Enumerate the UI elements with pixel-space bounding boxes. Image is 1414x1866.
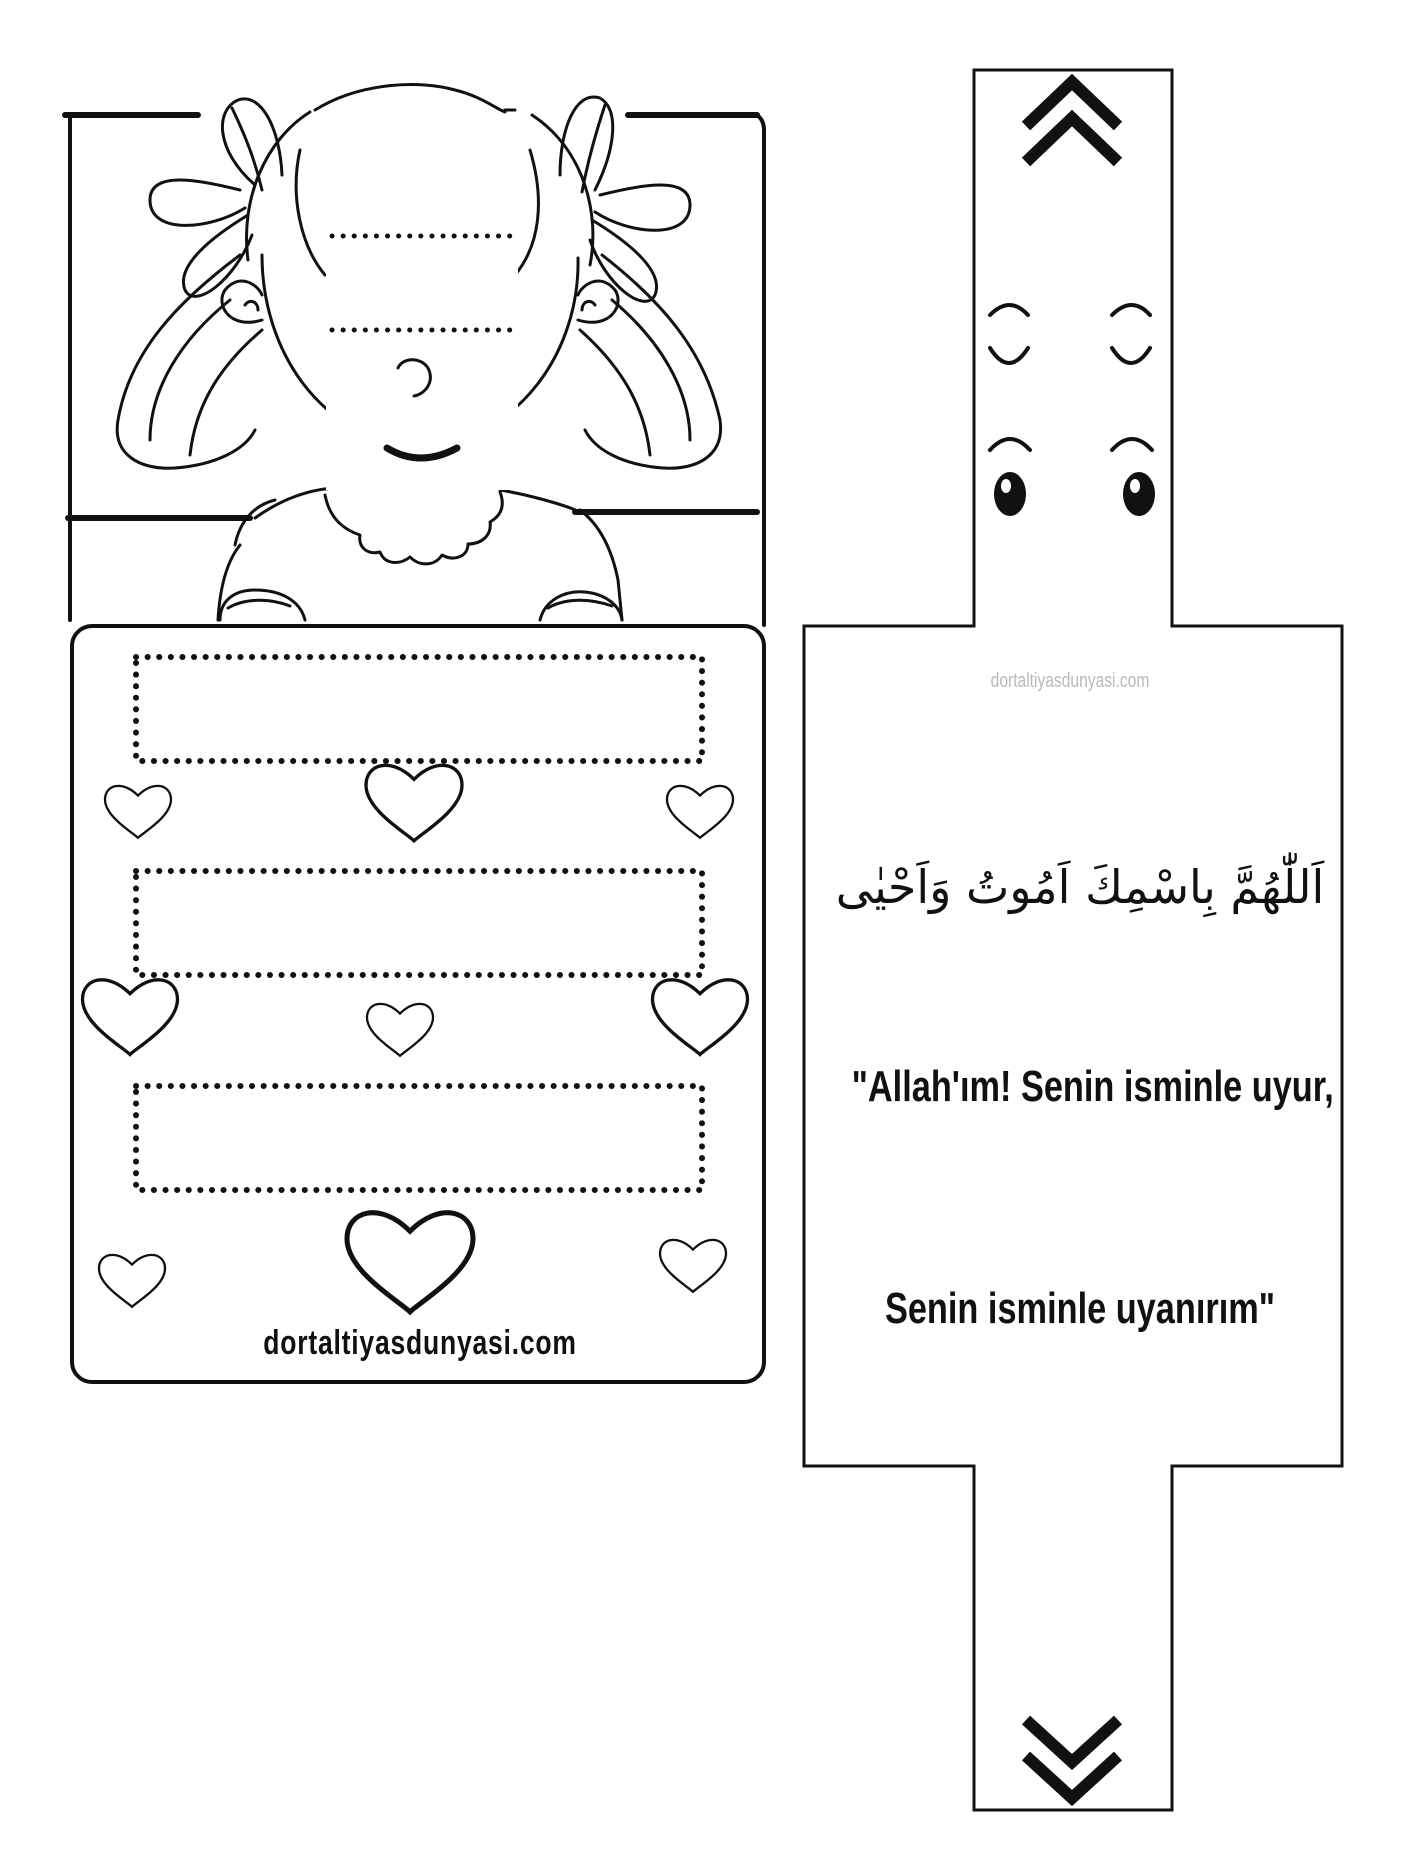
website-watermark-faint: dortaltiyasdunyasi.com bbox=[990, 670, 1150, 692]
prayer-arabic-text: اَللّٰهُمَّ بِاسْمِكَ اَمُوتُ وَاَحْيٰى bbox=[835, 860, 1325, 914]
prayer-translation-line-1: "Allah'ım! Senin isminle uyur, bbox=[851, 1062, 1334, 1111]
pull-strip-outline bbox=[804, 70, 1342, 1810]
prayer-translation-line-2: Senin isminle uyanırım" bbox=[884, 1284, 1276, 1333]
website-watermark: dortaltiyasdunyasi.com bbox=[263, 1324, 577, 1362]
